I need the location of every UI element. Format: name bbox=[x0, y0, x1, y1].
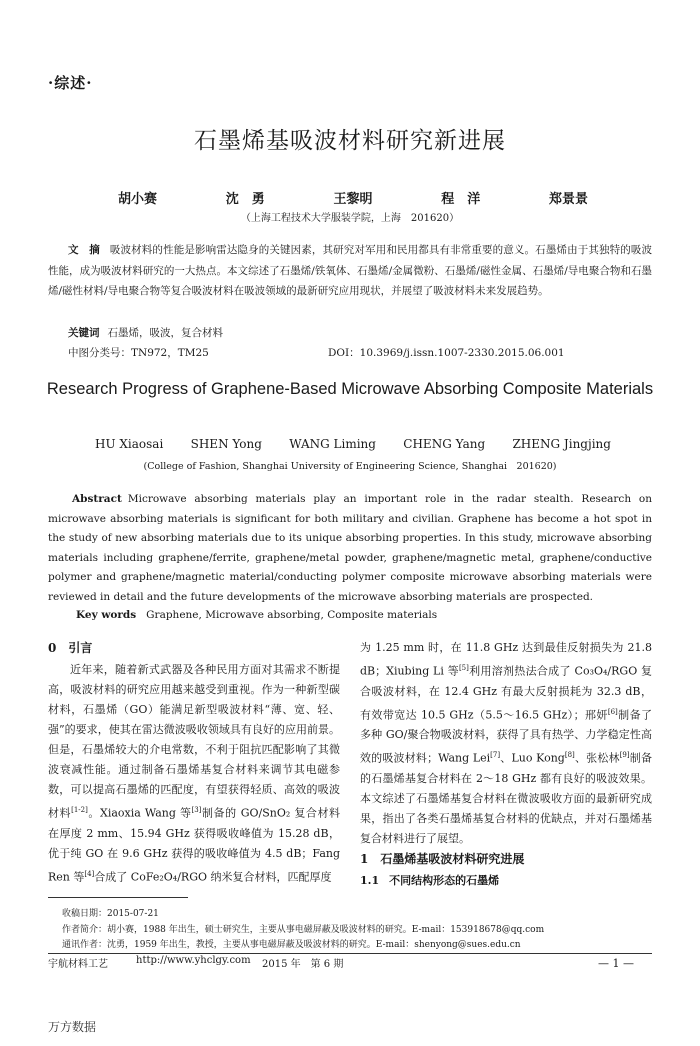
citation: [4] bbox=[84, 869, 95, 878]
author-en-4: CHENG Yang bbox=[403, 437, 486, 451]
abstract-en-text: Microwave absorbing materials play an important role in the radar stealth. Research on microwave absorbing materials is significant for both military and civilian. Graphene has become a hot spot in the study of new absorbing materials due to its unique absorbing properties. In this study, microwave absorbing materials including graphene/ferrite, graphene/metal powder, graphene/magnetic metal, graphene/conductive polymer and graphene/magnetic material/conducting polymer composite microwave absorbing materials were reviewed in detail and the future developments of the microwave absorbing materials are prospected. bbox=[48, 493, 652, 603]
author-en-5: ZHENG Jingjing bbox=[512, 437, 611, 451]
page-number: — 1 — bbox=[598, 957, 634, 970]
intro-p1-text: 近年来，随着新式武器及各种民用方面对其需求不断提高，吸波材料的研究应用越来越受到重视。作为一种新型碳材料，石墨烯（GO）能满足新型吸波材料“薄、宽、轻、强”的要求，使其在雷达微波吸收领域具有良好的应用前景。但是，石墨烯较大的介电常数，不利于阻抗匹配影响了其微波衰减性能。通过制备石墨烯基复合材料来调节其电磁参数，可以提高石墨烯的匹配度，有望获得轻质、高效的吸波材料 bbox=[48, 663, 340, 820]
author-en-1: HU Xiaosai bbox=[95, 437, 164, 451]
author-zh-2: 沈 勇 bbox=[225, 192, 265, 207]
author-en-3: WANG Liming bbox=[289, 437, 376, 451]
keywords-en-text: Graphene, Microwave absorbing, Composite materials bbox=[146, 609, 438, 621]
abstract-en bbox=[48, 490, 652, 608]
footer-issue: 2015 年 第 6 期 bbox=[262, 959, 344, 970]
citation: [7] bbox=[490, 751, 501, 760]
section-1-1-number: 1.1 bbox=[360, 873, 380, 887]
footnote-author-bio: 作者简介：胡小赛，1988 年出生，硕士研究生，主要从事电磁屏蔽及吸波材料的研究。E-mail：153918678@qq.com bbox=[62, 925, 545, 935]
intro-paragraph-1 bbox=[48, 660, 340, 887]
intro-paragraph-continued bbox=[360, 638, 652, 849]
intro-cont-text-f: 制备的石墨烯基复合材料在 2～18 GHz 都有良好的吸波效果。本文综述了石墨烯基复合材料在微波吸收方面的最新研究成果，指出了各类石墨烯基复合材料的优缺点，并对石墨烯基复合材料进行了展望。 bbox=[360, 751, 652, 845]
keywords-en-label: Key words bbox=[76, 609, 137, 621]
section-1-number: 1 bbox=[360, 851, 369, 866]
section-1-heading bbox=[360, 849, 652, 869]
citation: [3] bbox=[191, 806, 202, 814]
intro-cont-text-b: 利用溶剂热法合成了 Co₃O₄/RGO 复合吸波材料，在 12.4 GHz 有最大反射损耗为 32.3 dB，有效带宽达 10.5 GHz（5.5～16.5 GHz）；邢妍 bbox=[360, 664, 652, 722]
clc-number: 中图分类号：TN972，TM25 bbox=[68, 347, 209, 359]
intro-p2-text-a: Xiaoxia Wang 等 bbox=[99, 806, 192, 820]
citation: [5] bbox=[458, 664, 469, 672]
footnote-received: 收稿日期：2015-07-21 bbox=[62, 909, 159, 919]
abstract-zh-text: 吸波材料的性能是影响雷达隐身的关键因素，其研究对军用和民用都具有非常重要的意义。石墨烯由于其独特的吸波性能，成为吸波材料研究的一大热点。本文综述了石墨烯/铁氧体、石墨烯/金属微粉、石墨烯/磁性金属、石墨烯/导电聚合物和石墨烯/磁性材料/导电聚合物等复合吸波材料在吸波领域的最新研究应用现状，并展望了吸波材料未来发展趋势。 bbox=[48, 244, 653, 297]
keywords-zh-text: 石墨烯，吸波，复合材料 bbox=[107, 327, 223, 339]
affiliation-en: (College of Fashion, Shanghai University of Engineering Science, Shanghai 201620) bbox=[143, 461, 557, 472]
citation: [8] bbox=[564, 751, 575, 760]
section-tag: ·综述· bbox=[48, 74, 93, 92]
author-zh-4: 程 洋 bbox=[441, 192, 481, 207]
intro-cont-text-a: 为 1.25 mm 时，在 11.8 GHz 达到最佳反射损失为 21.8 dB；Xiubing Li 等 bbox=[360, 641, 652, 678]
intro-p2-text-b: 制备的 GO/SnO₂ 复合材料在厚度 2 mm、15.94 GHz 获得吸收峰值为 15.28 dB，优于纯 GO 在 9.6 GHz 获得的吸收峰值为 4.5 dB；Fang Ren 等 bbox=[48, 806, 341, 884]
doi: DOI：10.3969/j.issn.1007-2330.2015.06.001 bbox=[328, 347, 565, 359]
footnote-corresponding: 通讯作者：沈勇，1959 年出生，教授，主要从事电磁屏蔽及吸波材料的研究。E-mail：shenyong@sues.edu.cn bbox=[62, 940, 521, 950]
section-0-heading bbox=[48, 638, 340, 658]
keywords-zh bbox=[68, 325, 223, 340]
citation: [9] bbox=[619, 751, 630, 760]
section-1-1-title: 不同结构形态的石墨烯 bbox=[389, 873, 500, 887]
author-en-2: SHEN Yong bbox=[190, 437, 262, 451]
footer-journal: 宇航材料工艺 bbox=[48, 959, 108, 970]
authors-en bbox=[95, 437, 611, 451]
authors-zh bbox=[118, 188, 588, 207]
section-1-1-heading bbox=[360, 871, 652, 891]
footnote-divider bbox=[48, 897, 188, 898]
footer-divider bbox=[48, 953, 652, 954]
watermark: 万方数据 bbox=[48, 1020, 97, 1034]
section-0-title: 引言 bbox=[68, 641, 93, 655]
intro-p1-end: 。 bbox=[87, 806, 100, 820]
abstract-zh-label: 文 摘 bbox=[68, 244, 100, 256]
author-zh-5: 郑景景 bbox=[548, 192, 588, 207]
author-zh-3: 王黎明 bbox=[333, 192, 373, 207]
affiliation-zh: （上海工程技术大学服装学院，上海 201620） bbox=[240, 213, 460, 224]
title-zh: 石墨烯基吸波材料研究新进展 bbox=[194, 128, 506, 154]
author-zh-1: 胡小赛 bbox=[118, 192, 158, 207]
intro-cont-text-c: 制备了多种 GO/聚合物吸波材料，获得了具有热学、力学稳定性高效的吸波材料；Wang Lei bbox=[360, 708, 653, 765]
title-en: Research Progress of Graphene-Based Microwave Absorbing Composite Materials bbox=[46, 380, 654, 398]
body-column-right bbox=[360, 638, 652, 891]
keywords-zh-label: 关键词 bbox=[68, 327, 100, 339]
intro-p2-text-c: 合成了 CoFe₂O₄/RGO 纳米复合材料，匹配厚度 bbox=[94, 870, 332, 884]
citation: [1-2] bbox=[71, 806, 88, 814]
section-0-number: 0 bbox=[48, 641, 57, 655]
abstract-zh bbox=[48, 240, 652, 302]
body-column-left bbox=[48, 638, 340, 887]
intro-cont-text-d: 、Luo Kong bbox=[500, 751, 565, 765]
abstract-en-label: Abstract bbox=[72, 493, 122, 505]
keywords-en bbox=[76, 609, 437, 621]
citation: [6] bbox=[607, 707, 618, 716]
footer-url[interactable]: http://www.yhclgy.com bbox=[136, 955, 251, 966]
intro-cont-text-e: 、张松林 bbox=[574, 751, 620, 765]
section-1-title: 石墨烯基吸波材料研究进展 bbox=[380, 851, 525, 866]
